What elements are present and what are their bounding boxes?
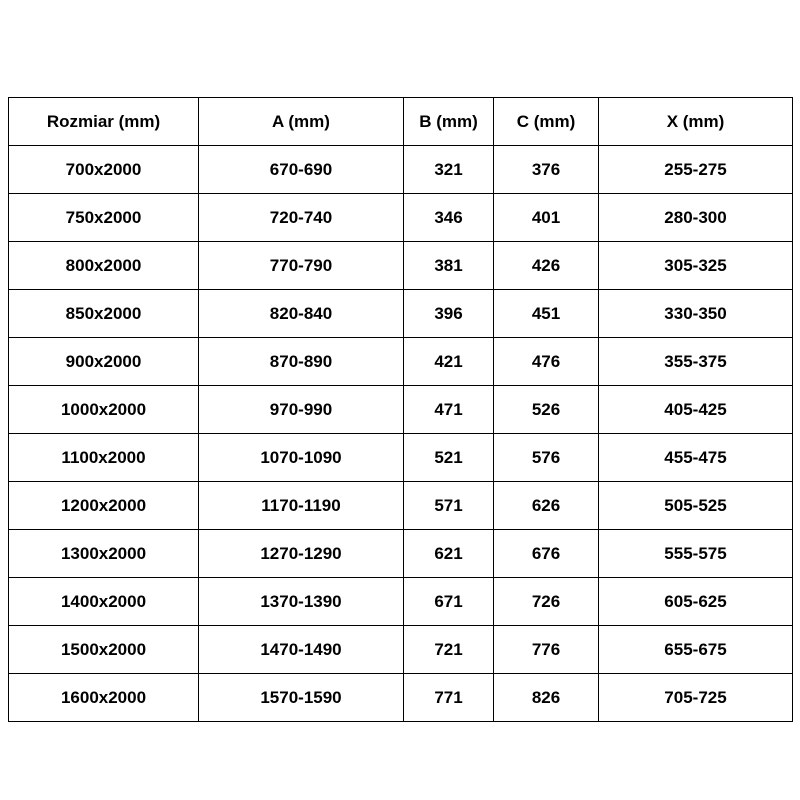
cell-rozmiar: 1300x2000: [9, 530, 199, 578]
cell-a: 970-990: [199, 386, 404, 434]
table-row: [9, 242, 793, 290]
cell-a: 1070-1090: [199, 434, 404, 482]
cell-rozmiar: 1400x2000: [9, 578, 199, 626]
cell-b: 421: [404, 338, 494, 386]
table-row: [9, 338, 793, 386]
cell-a: 720-740: [199, 194, 404, 242]
table-body: [9, 146, 793, 722]
table-row: [9, 386, 793, 434]
cell-a: 870-890: [199, 338, 404, 386]
cell-b: 721: [404, 626, 494, 674]
cell-a: 670-690: [199, 146, 404, 194]
table-row: [9, 290, 793, 338]
size-table: [8, 97, 793, 722]
cell-x: 355-375: [599, 338, 793, 386]
table-row: [9, 626, 793, 674]
table-row: [9, 578, 793, 626]
cell-x: 255-275: [599, 146, 793, 194]
cell-a: 1270-1290: [199, 530, 404, 578]
cell-c: 476: [494, 338, 599, 386]
column-header-x: X (mm): [599, 98, 793, 146]
cell-c: 776: [494, 626, 599, 674]
cell-c: 526: [494, 386, 599, 434]
cell-c: 626: [494, 482, 599, 530]
table-header: [9, 98, 793, 146]
column-header-rozmiar: Rozmiar (mm): [9, 98, 199, 146]
table-row: [9, 434, 793, 482]
cell-a: 1370-1390: [199, 578, 404, 626]
cell-x: 505-525: [599, 482, 793, 530]
table-row: [9, 674, 793, 722]
cell-c: 451: [494, 290, 599, 338]
cell-c: 826: [494, 674, 599, 722]
cell-c: 576: [494, 434, 599, 482]
cell-x: 280-300: [599, 194, 793, 242]
cell-b: 571: [404, 482, 494, 530]
cell-x: 405-425: [599, 386, 793, 434]
cell-rozmiar: 1600x2000: [9, 674, 199, 722]
size-table-container: [8, 97, 792, 722]
table-header-row: [9, 98, 793, 146]
column-header-a: A (mm): [199, 98, 404, 146]
cell-a: 1570-1590: [199, 674, 404, 722]
table-row: [9, 146, 793, 194]
cell-rozmiar: 750x2000: [9, 194, 199, 242]
table-row: [9, 194, 793, 242]
cell-c: 726: [494, 578, 599, 626]
cell-c: 401: [494, 194, 599, 242]
cell-rozmiar: 1100x2000: [9, 434, 199, 482]
cell-c: 376: [494, 146, 599, 194]
cell-c: 676: [494, 530, 599, 578]
cell-rozmiar: 850x2000: [9, 290, 199, 338]
cell-rozmiar: 1500x2000: [9, 626, 199, 674]
cell-x: 705-725: [599, 674, 793, 722]
cell-a: 820-840: [199, 290, 404, 338]
cell-rozmiar: 900x2000: [9, 338, 199, 386]
cell-x: 305-325: [599, 242, 793, 290]
cell-rozmiar: 1000x2000: [9, 386, 199, 434]
column-header-c: C (mm): [494, 98, 599, 146]
cell-b: 396: [404, 290, 494, 338]
cell-rozmiar: 1200x2000: [9, 482, 199, 530]
table-row: [9, 530, 793, 578]
cell-x: 455-475: [599, 434, 793, 482]
cell-b: 471: [404, 386, 494, 434]
cell-c: 426: [494, 242, 599, 290]
cell-x: 555-575: [599, 530, 793, 578]
cell-rozmiar: 700x2000: [9, 146, 199, 194]
cell-a: 770-790: [199, 242, 404, 290]
cell-b: 521: [404, 434, 494, 482]
column-header-b: B (mm): [404, 98, 494, 146]
cell-b: 771: [404, 674, 494, 722]
table-row: [9, 482, 793, 530]
cell-b: 346: [404, 194, 494, 242]
cell-b: 381: [404, 242, 494, 290]
cell-x: 330-350: [599, 290, 793, 338]
cell-b: 621: [404, 530, 494, 578]
cell-b: 321: [404, 146, 494, 194]
cell-x: 655-675: [599, 626, 793, 674]
cell-a: 1170-1190: [199, 482, 404, 530]
cell-x: 605-625: [599, 578, 793, 626]
cell-b: 671: [404, 578, 494, 626]
cell-rozmiar: 800x2000: [9, 242, 199, 290]
cell-a: 1470-1490: [199, 626, 404, 674]
